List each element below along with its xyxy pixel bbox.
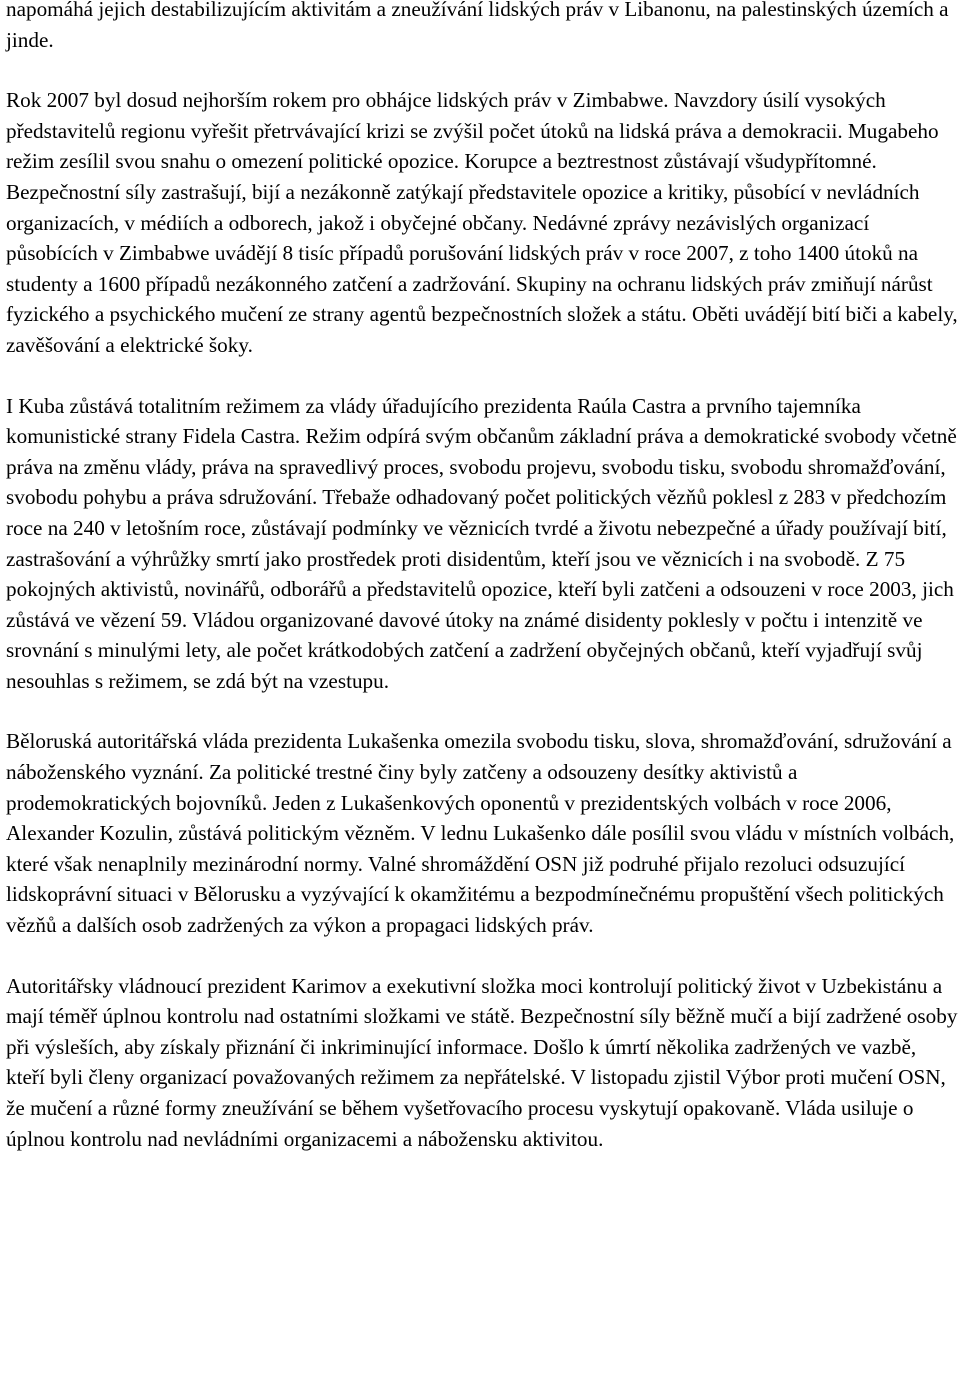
paragraph-lebanon-continuation: napomáhá jejich destabilizujícím aktivitám a zneužívání lidských práv v Libanonu, na palestinských územích a jinde. — [6, 0, 949, 52]
paragraph-belarus: Běloruská autoritářská vláda prezidenta Lukašenka omezila svobodu tisku, slova, shromažďování, sdružování a náboženského vyznání. Za politické trestné činy byly zatčeny a odsouzeny desítky aktivistů a prodemokratických bojovníků. Jeden z Lukašenkových oponentů v prezidentských volbách v roce 2006, Alexander Kozulin, zůstává politickým vězněm. V lednu Lukašenko dále posílil svou vládu v místních volbách, které však nenaplnily mezinárodní normy. Valné shromáždění OSN již podruhé přijalo rezoluci odsuzující lidskoprávní situaci v Bělorusku a vyzývající k okamžitému a bezpodmínečnému propuštění všech politických vězňů a dalších osob zadržených za výkon a propagaci lidských práv. — [6, 729, 955, 938]
document-page — [6, 0, 960, 1184]
paragraph-uzbekistan: Autoritářsky vládnoucí prezident Karimov a exekutivní složka moci kontrolují politický život v Uzbekistánu a mají téměř úplnou kontrolu nad ostatními složkami ve státě. Bezpečnostní síly běžně mučí a bijí zadržené osoby při výsleších, aby získaly přiznání či inkriminující informace. Došlo k úmrtí několika zadržených ve vazbě, kteří byli členy organizací považovaných režimem za nepřátelské. V listopadu zjistil Výbor proti mučení OSN, že mučení a různé formy zneužívání se během vyšetřovacího procesu vyskytují opakovaně. Vláda usiluje o úplnou kontrolu nad nevládními organizacemi a nábožensku aktivitou. — [6, 973, 958, 1151]
paragraph-zimbabwe: Rok 2007 byl dosud nejhorším rokem pro obhájce lidských práv v Zimbabwe. Navzdory úsilí vysokých představitelů regionu vyřešit přetrvávající krizi se zvýšil počet útoků na lidská práva a demokracii. Mugabeho režim zesílil svou snahu o omezení politické opozice. Korupce a beztrestnost zůstávají všudypřítomné. Bezpečnostní síly zastrašují, bijí a nezákonně zatýkají představitele opozice a kritiky, působící v nevládních organizacích, v médiích a odborech, jakož i obyčejné občany. Nedávné zprávy nezávislých organizací působících v Zimbabwe uvádějí 8 tisíc případů porušování lidských práv v roce 2007, z toho 1400 útoků na studenty a 1600 případů nezákonného zatčení a zadržování. Skupiny na ochranu lidských práv zmiňují nárůst fyzického a psychického mučení ze strany agentů bezpečnostních složek a státu. Oběti uvádějí bití biči a kabely, zavěšování a elektrické šoky. — [6, 88, 958, 357]
paragraph-cuba: I Kuba zůstává totalitním režimem za vlády úřadujícího prezidenta Raúla Castra a prvního tajemníka komunistické strany Fidela Castra. Režim odpírá svým občanům základní práva a demokratické svobody včetně práva na změnu vlády, práva na spravedlivý proces, svobodu projevu, svobodu tisku, svobodu shromažďování, svobodu pohybu a práva sdružování. Třebaže odhadovaný počet politických vězňů poklesl z 283 v předchozím roce na 240 v letošním roce, zůstávají podmínky ve věznicích tvrdé a životu nebezpečné a úřady používají bití, zastrašování a výhrůžky smrtí jako prostředek proti disidentům, kteří jsou ve věznicích i na svobodě. Z 75 pokojných aktivistů, novinářů, odborářů a představitelů opozice, kteří byli zatčeni a odsouzeni v roce 2003, jich zůstává ve vězení 59. Vládou organizované davové útoky na známé disidenty poklesly v počtu i intenzitě ve srovnání s minulými lety, ale počet krátkodobých zatčení a zadržení obyčejných občanů, kteří vyjadřují svůj nesouhlas s režimem, se zdá být na vzestupu. — [6, 393, 957, 693]
